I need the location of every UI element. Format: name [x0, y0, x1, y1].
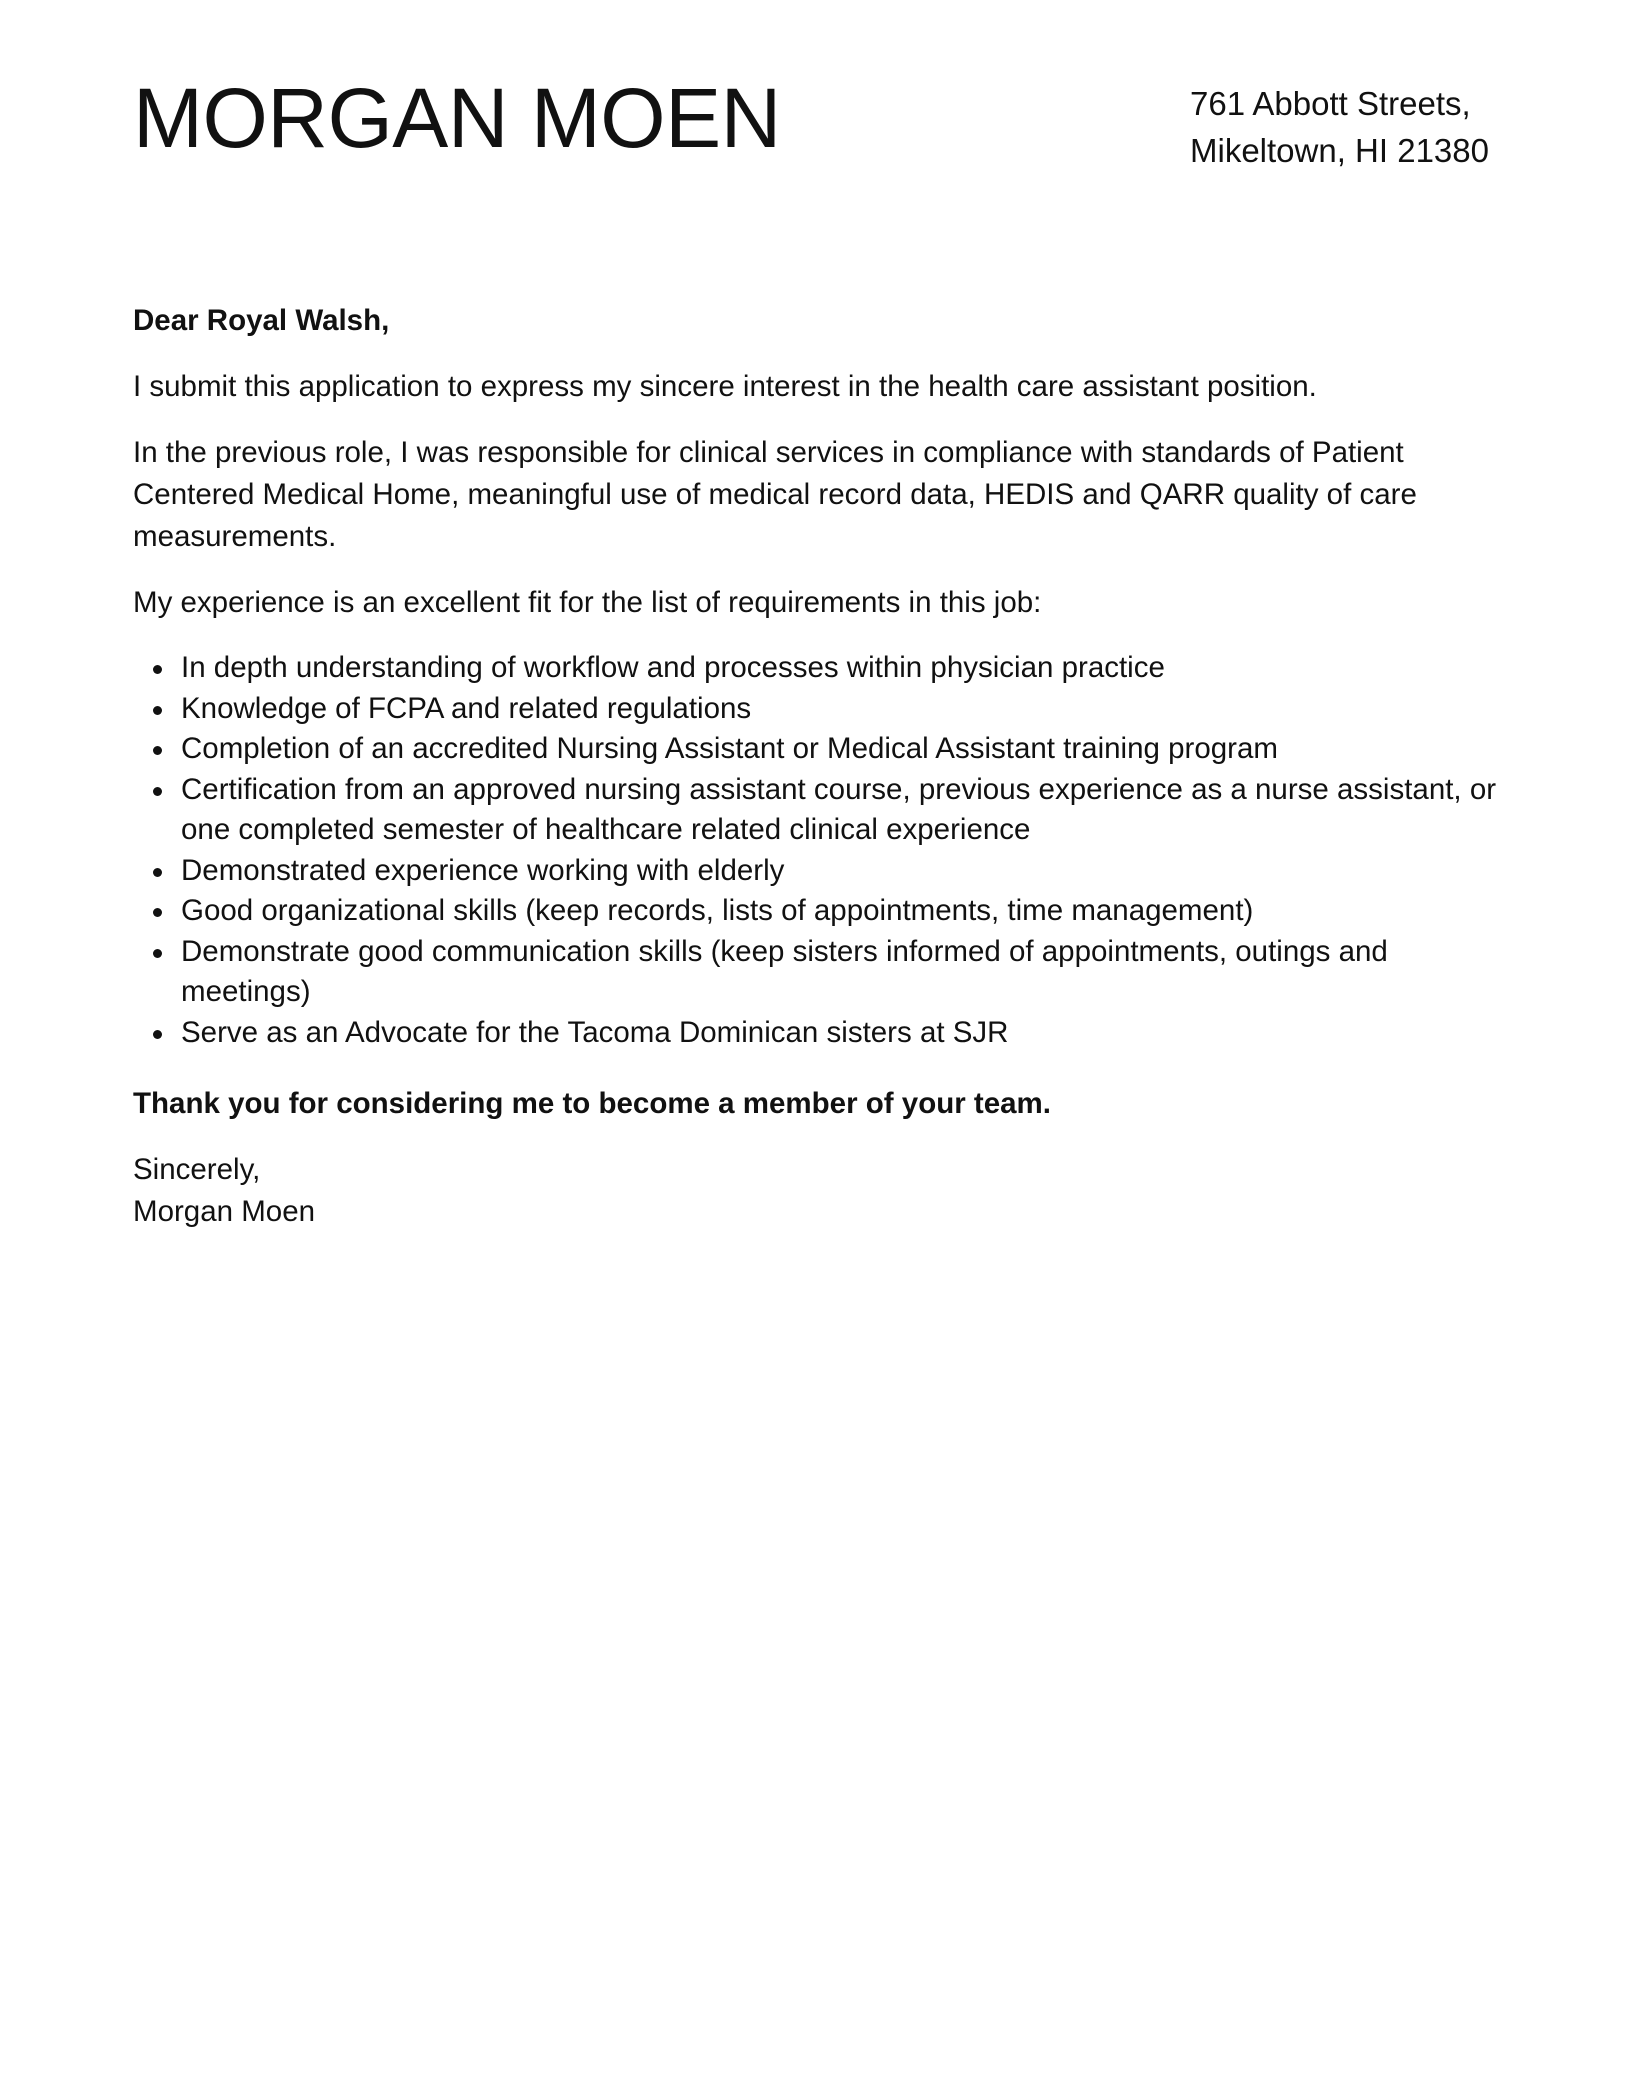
signoff-block — [133, 1149, 1503, 1233]
fit-intro-paragraph: My experience is an excellent fit for the list of requirements in this job: — [133, 586, 1042, 619]
list-item: Demonstrated experience working with elderly — [181, 851, 1503, 892]
list-item: Completion of an accredited Nursing Assistant or Medical Assistant training program — [181, 729, 1503, 770]
letter-body — [133, 300, 1503, 1233]
signoff: Sincerely, — [133, 1153, 261, 1186]
list-item: In depth understanding of workflow and processes within physician practice — [181, 648, 1503, 689]
list-item: Good organizational skills (keep records, lists of appointments, time management) — [181, 891, 1503, 932]
list-item: Certification from an approved nursing assistant course, previous experience as a nurse assistant, or one completed semester of healthcare related clinical experience — [181, 770, 1503, 851]
intro-paragraph: I submit this application to express my sincere interest in the health care assistant position. — [133, 370, 1317, 403]
list-item: Serve as an Advocate for the Tacoma Dominican sisters at SJR — [181, 1013, 1503, 1054]
sender-name: MORGAN MOEN — [133, 71, 781, 165]
address-line-2: Mikeltown, HI 21380 — [1190, 132, 1489, 169]
sender-address — [1190, 80, 1600, 174]
experience-paragraph: In the previous role, I was responsible for clinical services in compliance with standards of Patient Centered Medical Home, meaningful use of medical record data, HEDIS and QARR quality of care measurements. — [133, 436, 1417, 553]
list-item: Demonstrate good communication skills (keep sisters informed of appointments, outings and meetings) — [181, 932, 1503, 1013]
signature-name: Morgan Moen — [133, 1195, 316, 1228]
requirements-list — [133, 648, 1503, 1053]
address-line-1: 761 Abbott Streets, — [1190, 85, 1471, 122]
salutation: Dear Royal Walsh, — [133, 304, 390, 337]
list-item: Knowledge of FCPA and related regulations — [181, 689, 1503, 730]
thank-you-line: Thank you for considering me to become a member of your team. — [133, 1087, 1051, 1120]
